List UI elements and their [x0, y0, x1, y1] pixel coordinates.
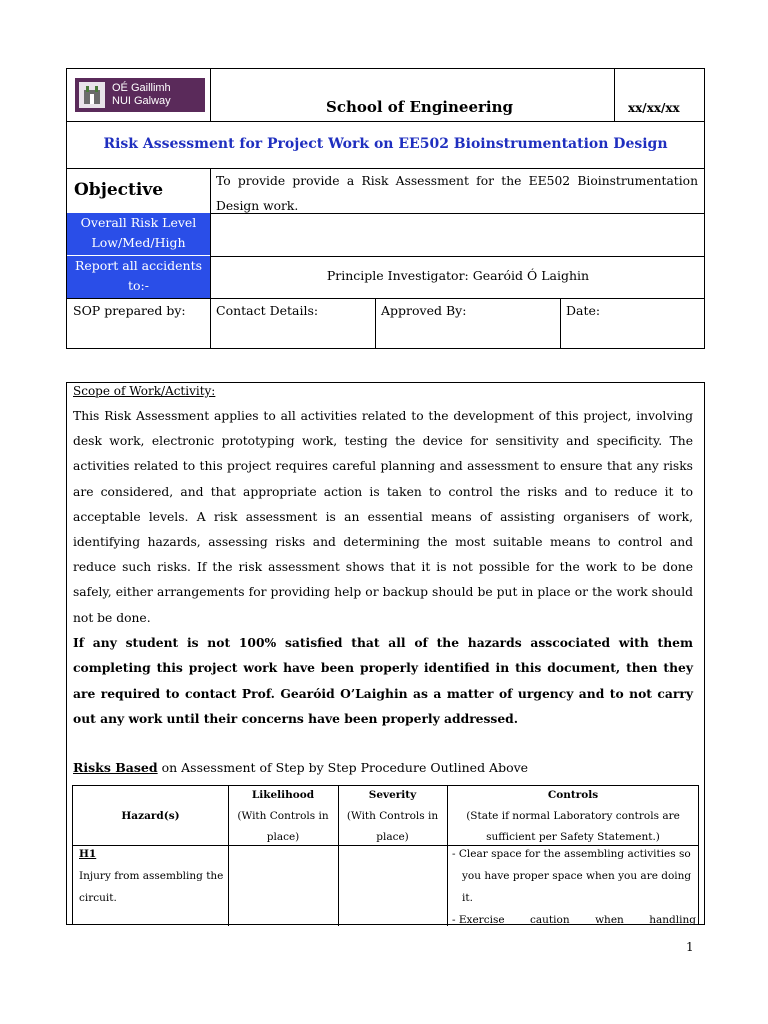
control-2-word-3: when	[595, 914, 624, 926]
logo-line-2: NUI Galway	[112, 95, 171, 107]
page-number: 1	[686, 940, 694, 954]
severity-sub-1: (With Controls in	[346, 810, 439, 822]
controls-cell-h1	[452, 843, 696, 931]
divider	[614, 69, 615, 121]
likelihood-sub-1: (With Controls in	[237, 810, 329, 822]
control-2-word-1: - Exercise	[452, 914, 505, 926]
hazard-cell-h1	[79, 843, 224, 909]
column-header-controls	[447, 785, 699, 848]
safety-warning: If any student is not 100% satisfied that all of the hazards asscociated with them completing this project work have been properly identified in this document, then they are required to contact Prof. Gearóid O’Laighin as a matter of urgency and to not carry out any work until their concerns have been properly addressed.	[73, 635, 693, 727]
university-crest-icon	[79, 82, 105, 108]
principal-investigator: Principle Investigator: Gearóid Ó Laighin	[326, 268, 590, 283]
risks-heading	[73, 760, 528, 775]
divider	[67, 298, 704, 299]
divider	[210, 69, 211, 121]
severity-header: Severity	[368, 789, 417, 801]
divider	[67, 121, 704, 122]
hazard-description-line-1: Injury from assembling the	[79, 870, 224, 882]
control-2-word-2: caution	[530, 914, 570, 926]
overall-risk-line-2: Low/Med/High	[91, 235, 186, 250]
controls-header: Controls	[547, 789, 599, 801]
scope-paragraph: This Risk Assessment applies to all activities related to the development of this project, involving desk work, electronic prototyping work, testing the device for sensitivity and specificity. The activities related to this project requires careful planning and assessment to ensure that any risks are considered, and that appropriate action is taken to control the risks and to reduce it to acceptable levels. A risk assessment is an essential means of assisting organisers of work, identifying hazards, assessing risks and determining the most suitable means to control and reduce such risks. If the risk assessment shows that it is not possible for the work to be done safely, either arrangements for providing help or backup should be put in place or the work should not be done.	[73, 409, 693, 625]
report-line-2: to:-	[128, 278, 149, 293]
school-name: School of Engineering	[326, 98, 513, 116]
scope-heading: Scope of Work/Activity:	[73, 384, 216, 398]
likelihood-header: Likelihood	[251, 789, 315, 801]
divider	[375, 298, 376, 349]
divider	[210, 168, 211, 349]
severity-sub-2: place)	[376, 831, 409, 843]
risks-based-bold: Risks Based	[73, 760, 158, 775]
overall-risk-line-1: Overall Risk Level	[80, 215, 197, 230]
control-2-word-4: handling	[649, 914, 696, 926]
document-title: Risk Assessment for Project Work on EE502 Bioinstrumentation Design	[103, 136, 668, 152]
hazard-id: H1	[79, 848, 97, 860]
column-header-severity	[338, 785, 447, 848]
overall-risk-level-label	[67, 213, 210, 255]
hazard-description-line-2: circuit.	[79, 892, 117, 904]
sop-prepared-by-label: SOP prepared by:	[73, 303, 186, 318]
likelihood-sub-2: place)	[266, 831, 300, 843]
logo-line-1: OÉ Gaillimh	[112, 82, 171, 94]
report-line-1: Report all accidents	[74, 258, 203, 273]
nui-galway-logo	[75, 78, 205, 112]
date-label: Date:	[566, 303, 601, 318]
column-header-hazard	[73, 806, 228, 827]
objective-text: To provide provide a Risk Assessment for the EE502 Bioinstrumentation Design work.	[216, 174, 698, 213]
control-1-line-1: - Clear space for the assembling activities so	[452, 848, 691, 860]
risks-based-rest: on Assessment of Step by Step Procedure Outlined Above	[157, 760, 529, 775]
objective-label: Objective	[74, 180, 164, 200]
hazard-header: Hazard(s)	[121, 810, 180, 822]
divider	[560, 298, 561, 349]
report-accidents-label	[67, 256, 210, 298]
document-date-code: xx/xx/xx	[628, 101, 680, 115]
control-2-line-1	[452, 909, 696, 931]
control-1-line-2: you have proper space when you are doing	[462, 870, 692, 882]
controls-sub-2: sufficient per Safety Statement.)	[486, 831, 660, 843]
control-1-line-3: it.	[462, 892, 473, 904]
approved-by-label: Approved By:	[381, 303, 467, 318]
controls-sub-1: (State if normal Laboratory controls are	[466, 810, 680, 822]
column-header-likelihood	[228, 785, 338, 848]
contact-details-label: Contact Details:	[216, 303, 319, 318]
